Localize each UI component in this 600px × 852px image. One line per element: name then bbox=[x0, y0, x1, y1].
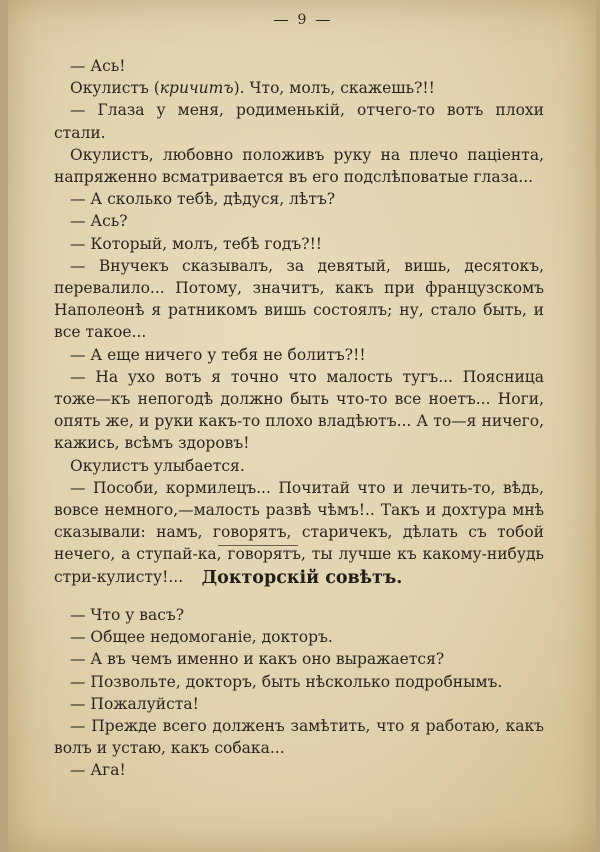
dialogue-doctor bbox=[54, 604, 544, 782]
line-q4: — Ага! bbox=[70, 761, 126, 780]
narration-look: Окулистъ, любовно положивъ руку на плечо пацiента, напряженно всматривается въ его подслѣповатые глаза... bbox=[54, 145, 544, 187]
line-eyes: — Глаза у меня, родименькій, отчего-то вотъ плохи стали. bbox=[54, 101, 544, 142]
book-page bbox=[8, 0, 596, 852]
line-q1: — Что у васъ? bbox=[70, 606, 185, 624]
dash-left bbox=[274, 20, 288, 21]
line-q3: — Пожалуйста! bbox=[70, 694, 199, 713]
page-number-value: 9 bbox=[297, 12, 307, 28]
line-oculist-shouts bbox=[54, 77, 544, 99]
dash-right bbox=[316, 20, 330, 21]
line-nothing-else: — А еще ничего у тебя не болитъ?!! bbox=[70, 345, 366, 364]
line-ask-2: — Ась? bbox=[70, 212, 128, 231]
line-a3: — Прежде всего долженъ замѣтить, что я работаю, какъ волъ и устаю, какъ собака... bbox=[54, 717, 544, 758]
line-help: — Пособи, кормилецъ... Почитай что и лечить-то, вѣдь, вовсе немного,—малость развѣ чѣмъ!.. Такъ и дохтура мнѣ сказывали: намъ, говорятъ, старичекъ, дѣлать съ тобой нечего, а ступай-ка, говорятъ, ты лучше къ какому-нибудь стри-кулисту!... bbox=[54, 478, 544, 586]
dialogue-oculist bbox=[54, 55, 544, 588]
page-number bbox=[8, 12, 596, 28]
oculist-prefix: Окулистъ ( bbox=[70, 79, 160, 98]
line-ask: — Ась! bbox=[70, 57, 126, 75]
line-grandson: — Внучекъ сказывалъ, за девятый, вишь, десятокъ, перевалило... Потому, значитъ, какъ при французскомъ Наполеонѣ я ратникомъ вишь состоялъ; ну, стало быть, и все такое... bbox=[54, 256, 544, 342]
line-a1: — Общее недомоганіе, докторъ. bbox=[70, 628, 333, 647]
line-q2: — А въ чемъ именно и какъ оно выражается? bbox=[70, 650, 445, 669]
line-ear: — На ухо вотъ я точно что малость тугъ... Поясница тоже—къ непогодѣ должно быть что-то все ноетъ... Ноги, опять же, и руки какъ-то плохо владѣютъ... А то—я ничего, кажись, всѣмъ здоровъ! bbox=[54, 367, 544, 453]
narration-smile: Окулистъ улыбается. bbox=[70, 456, 245, 475]
line-how-old: — А сколько тебѣ, дѣдуся, лѣтъ? bbox=[70, 190, 336, 209]
section-heading: Докторскій совѣтъ. bbox=[201, 568, 403, 588]
line-a2: — Позвольте, докторъ, быть нѣсколько подробнымъ. bbox=[70, 672, 503, 691]
section-divider bbox=[218, 545, 298, 546]
oculist-action: кричитъ bbox=[159, 79, 234, 98]
line-which-year: — Который, молъ, тебѣ годъ?!! bbox=[70, 234, 323, 253]
oculist-suffix: ). Что, молъ, скажешь?!! bbox=[233, 79, 435, 98]
